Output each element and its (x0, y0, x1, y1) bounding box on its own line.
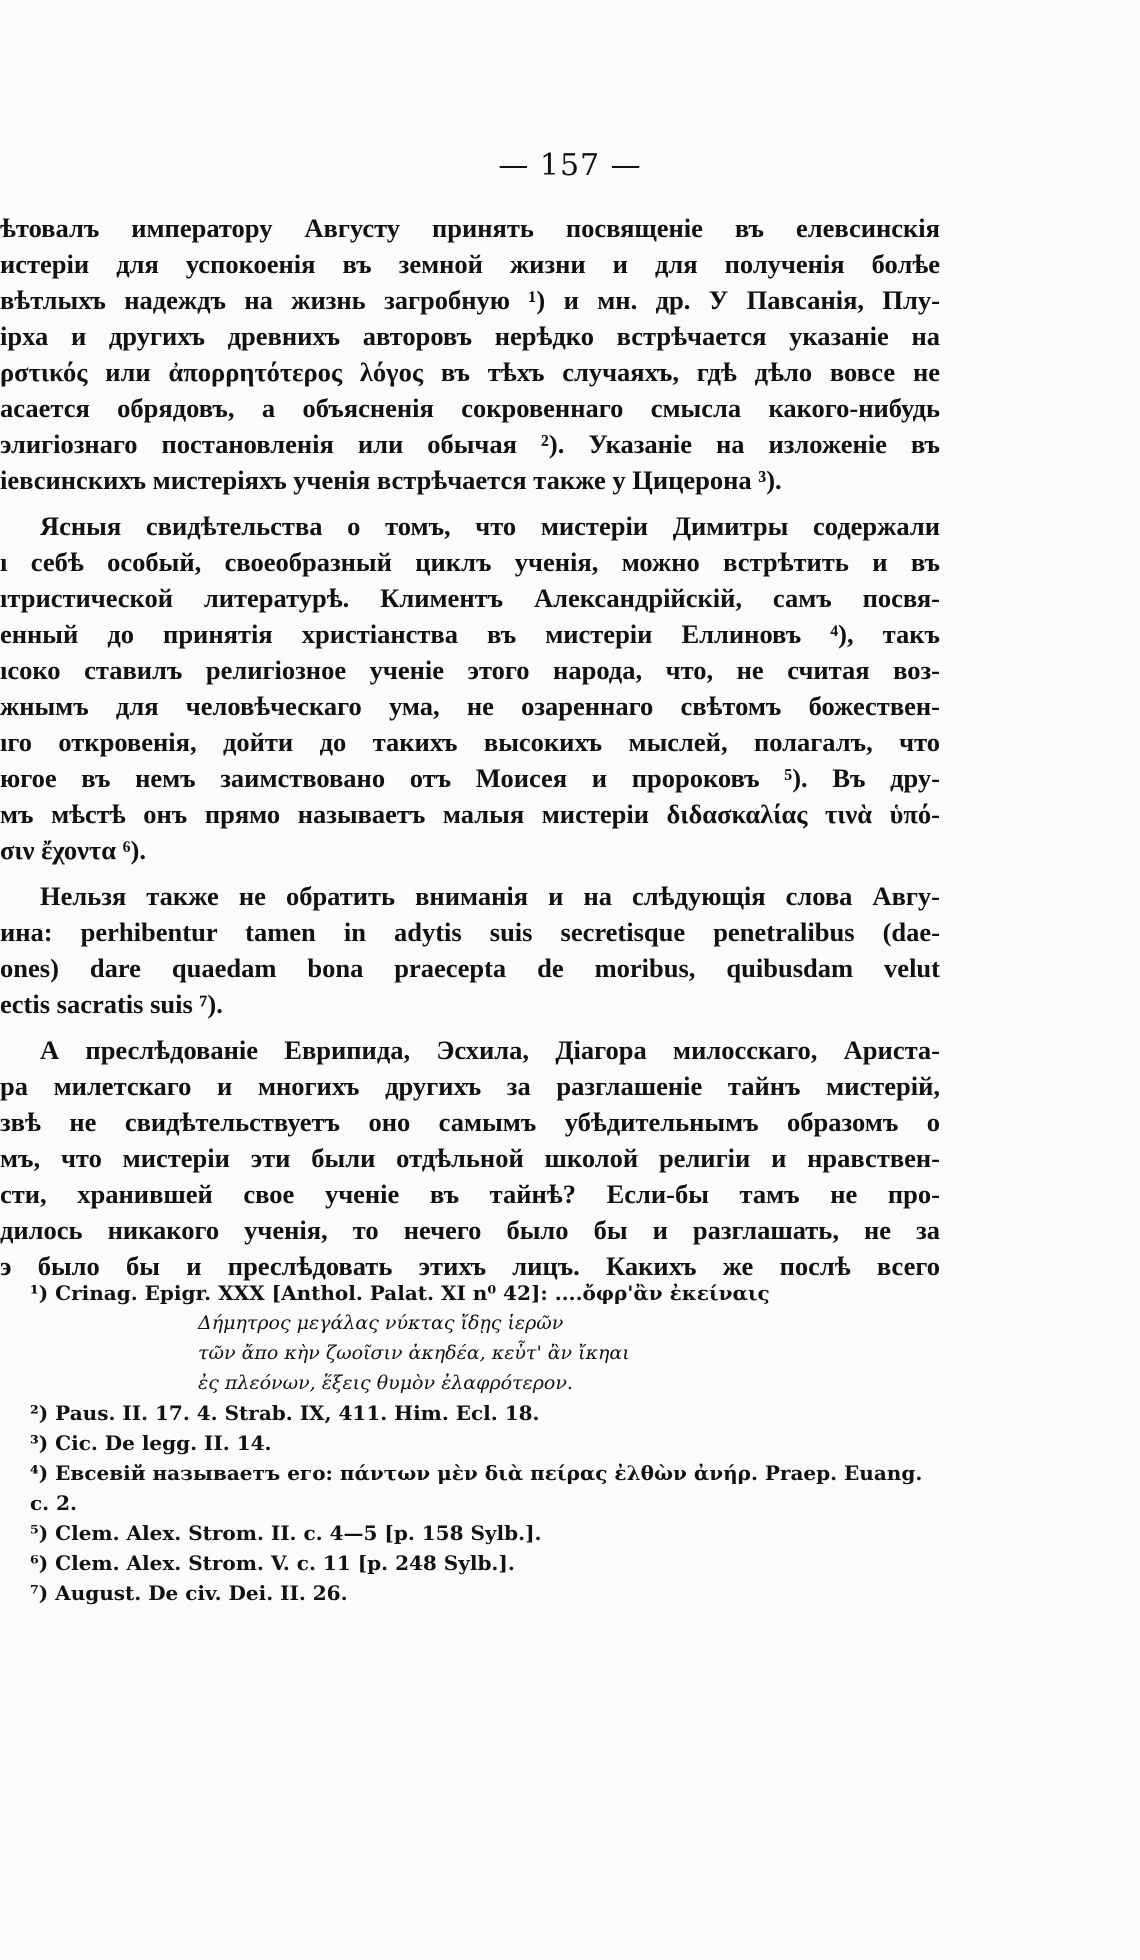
text-line: ı себѣ особый, своеобразный циклъ ученія, можно встрѣтить и въ (0, 547, 940, 577)
footnote-1-quote-line: τῶν ἄπο κὴν ζωοῖσιν ἀκηδέα, κεὖτ' ἂν ἴκηαι (198, 1342, 630, 1364)
text-line: жнымъ для человѣческаго ума, не озареннаго свѣтомъ божествен- (0, 691, 940, 721)
text-line: ıго откровенія, дойти до такихъ высокихъ мыслей, полагалъ, что (0, 727, 940, 757)
footnote-4: ⁴) Евсевій называетъ его: πάντων μὲν διὰ πείρας ἐλθὼν ἀνήρ. Praep. Euang. (30, 1461, 923, 1485)
main-text (0, 210, 940, 1284)
text-line: элигіознаго постановленія или обычая ²). Указаніе на изложеніе въ (0, 429, 940, 459)
footnote-2: ²) Paus. II. 17. 4. Strab. IX, 411. Him. Ecl. 18. (30, 1401, 540, 1425)
page-number: — 157 — (498, 148, 642, 183)
text-line: Нельзя также не обратить вниманія и на слѣдующія слова Авгу- (40, 881, 940, 911)
text-line: мъ, что мистеріи эти были отдѣльной школой религіи и нравствен- (0, 1143, 940, 1173)
text-line: э было бы и преслѣдовать этихъ лицъ. Какихъ же послѣ всего (0, 1251, 940, 1281)
text-line: асается обрядовъ, а объясненія сокровеннаго смысла какого-нибудь (0, 393, 940, 423)
text-line: ectis sacratis suis ⁷). (0, 989, 223, 1019)
footnotes (30, 1278, 940, 1608)
footnote-1: ¹) Crinag. Epigr. XXX [Anthol. Palat. XI n⁰ 42]: ....ὄφρ'ἂν ἐκείναις (30, 1281, 770, 1305)
footnote-5: ⁵) Clem. Alex. Strom. II. c. 4—5 [p. 158 Sylb.]. (30, 1521, 542, 1545)
footnote-4-continuation: c. 2. (30, 1491, 77, 1515)
text-line: сти, хранившей свое ученіе въ тайнѣ? Если-бы тамъ не про- (0, 1179, 940, 1209)
footnote-7: ⁷) August. De civ. Dei. II. 26. (30, 1581, 348, 1605)
text-line: ірха и другихъ древнихъ авторовъ нерѣдко встрѣчается указаніе на (0, 321, 940, 351)
text-line: Ясныя свидѣтельства о томъ, что мистеріи Димитры содержали (40, 511, 940, 541)
text-line: А преслѣдованіе Еврипида, Эсхила, Діагора милосскаго, Ариста- (40, 1035, 940, 1065)
text-line: вѣтлыхъ надеждъ на жизнь загробную ¹) и мн. др. У Павсанія, Плу- (0, 285, 940, 315)
text-line: ıсоко ставилъ религіозное ученіе этого народа, что, не считая воз- (0, 655, 940, 685)
footnote-1-quote-line: ἐς πλεόνων, ἕξεις θυμὸν ἐλαφρότερον. (198, 1372, 573, 1394)
text-line: звѣ не свидѣтельствуетъ оно самымъ убѣдительнымъ образомъ о (0, 1107, 940, 1137)
text-line: енный до принятія христіанства въ мистеріи Еллиновъ ⁴), такъ (0, 619, 940, 649)
text-line: югое въ немъ заимствовано отъ Моисея и пророковъ ⁵). Въ дру- (0, 763, 940, 793)
text-line: іевсинскихъ мистеріяхъ ученія встрѣчается также у Цицерона ³). (0, 465, 782, 495)
text-line: ина: perhibentur tamen in adytis suis secretisque penetralibus (dae- (0, 917, 940, 947)
text-line: ones) dare quaedam bona praecepta de moribus, quibusdam velut (0, 953, 940, 983)
text-line: истеріи для успокоенія въ земной жизни и для полученія болѣе (0, 249, 940, 279)
text-line: ρστικός или ἀπορρητότερος λόγος въ тѣхъ случаяхъ, гдѣ дѣло вовсе не (0, 357, 940, 387)
text-line: ıтристической литературѣ. Климентъ Александрійскій, самъ посвя- (0, 583, 940, 613)
text-line: σιν ἔχοντα ⁶). (0, 835, 147, 865)
text-line: мъ мѣстѣ онъ прямо называетъ малыя мистеріи διδασκαλίας τινὰ ὑπό- (0, 799, 940, 829)
text-line: ѣтовалъ императору Августу принять посвященіе въ елевсинскія (0, 213, 940, 243)
text-line: дилось никакого ученія, то нечего было бы и разглашать, не за (0, 1215, 940, 1245)
footnote-1-quote-line: Δήμητρος μεγάλας νύκτας ἴδῃς ἱερῶν (198, 1312, 564, 1334)
footnote-3: ³) Cic. De legg. II. 14. (30, 1431, 272, 1455)
footnote-6: ⁶) Clem. Alex. Strom. V. c. 11 [p. 248 Sylb.]. (30, 1551, 515, 1575)
text-line: ра милетскаго и многихъ другихъ за разглашеніе тайнъ мистерій, (0, 1071, 940, 1101)
